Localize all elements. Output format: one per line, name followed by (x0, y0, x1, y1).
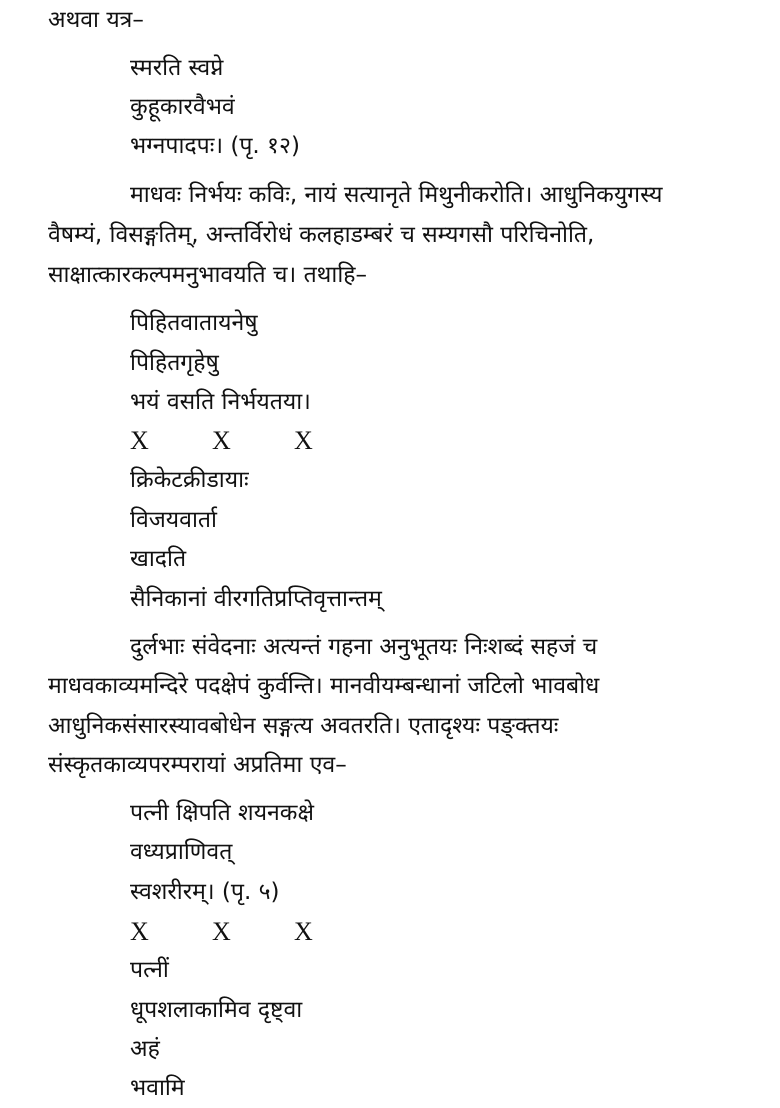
verse-line: भग्नपादपः। (पृ. १२) (130, 133, 300, 159)
verse-line: भवामि (130, 1075, 185, 1101)
paragraph-line: संस्कृतकाव्यपरम्परायां अप्रतिमा एव– (48, 752, 347, 778)
paragraph-line: दुर्लभाः संवेदनाः अत्यन्तं गहना अनुभूतयः निःशब्दं सहजं च (130, 634, 598, 660)
paragraph-line: साक्षात्कारकल्पमनुभावयति च। तथाहि– (48, 262, 368, 288)
separator-mark: X (294, 917, 313, 946)
verse-line: विजयवार्ता (130, 507, 217, 533)
verse-line: पत्नीं (130, 957, 169, 983)
verse-line: पिहितवातायनेषु (130, 310, 258, 336)
verse-line: भयं वसति निर्भयतया। (130, 389, 311, 415)
intro-line: अथवा यत्र– (48, 7, 144, 33)
verse-line: पत्नी क्षिपति शयनकक्षे (130, 800, 314, 826)
paragraph-line: आधुनिकसंसारस्यावबोधेन सङ्गत्य अवतरति। एतादृश्यः पङ्क्तयः (48, 713, 559, 739)
verse-line: पिहितगृहेषु (130, 350, 219, 376)
paragraph-line: वैषम्यं, विसङ्गतिम्, अन्तर्विरोधं कलहाडम्बरं च सम्यगसौ परिचिनोति, (48, 222, 595, 248)
paragraph-line: माधवकाव्यमन्दिरे पदक्षेपं कुर्वन्ति। मानवीयम्बन्धानां जटिलो भावबोध (48, 673, 600, 699)
verse-line: कुहूकारवैभवं (130, 94, 235, 120)
separator-mark: X (212, 917, 231, 946)
verse-line: क्रिकेटक्रीडायाः (130, 467, 249, 493)
verse-line: अहं (130, 1036, 160, 1062)
verse-line: धूपशलाकामिव दृष्ट्वा (130, 997, 303, 1023)
separator-mark: X (130, 917, 149, 946)
verse-line: सैनिकानां वीरगतिप्रप्तिवृत्तान्तम् (130, 586, 382, 612)
separator-mark: X (212, 426, 231, 455)
verse-line: स्वशरीरम्। (पृ. ५) (130, 879, 280, 905)
separator-mark: X (294, 426, 313, 455)
separator-mark: X (130, 426, 149, 455)
verse-line: स्मरति स्वप्ने (130, 55, 224, 81)
verse-line: वध्यप्राणिवत् (130, 839, 233, 865)
section-separator (130, 917, 376, 947)
section-separator (130, 426, 376, 456)
paragraph-line: माधवः निर्भयः कविः, नायं सत्यानृते मिथुनीकरोति। आधुनिकयुगस्य (130, 182, 663, 208)
verse-line: खादति (130, 546, 187, 572)
